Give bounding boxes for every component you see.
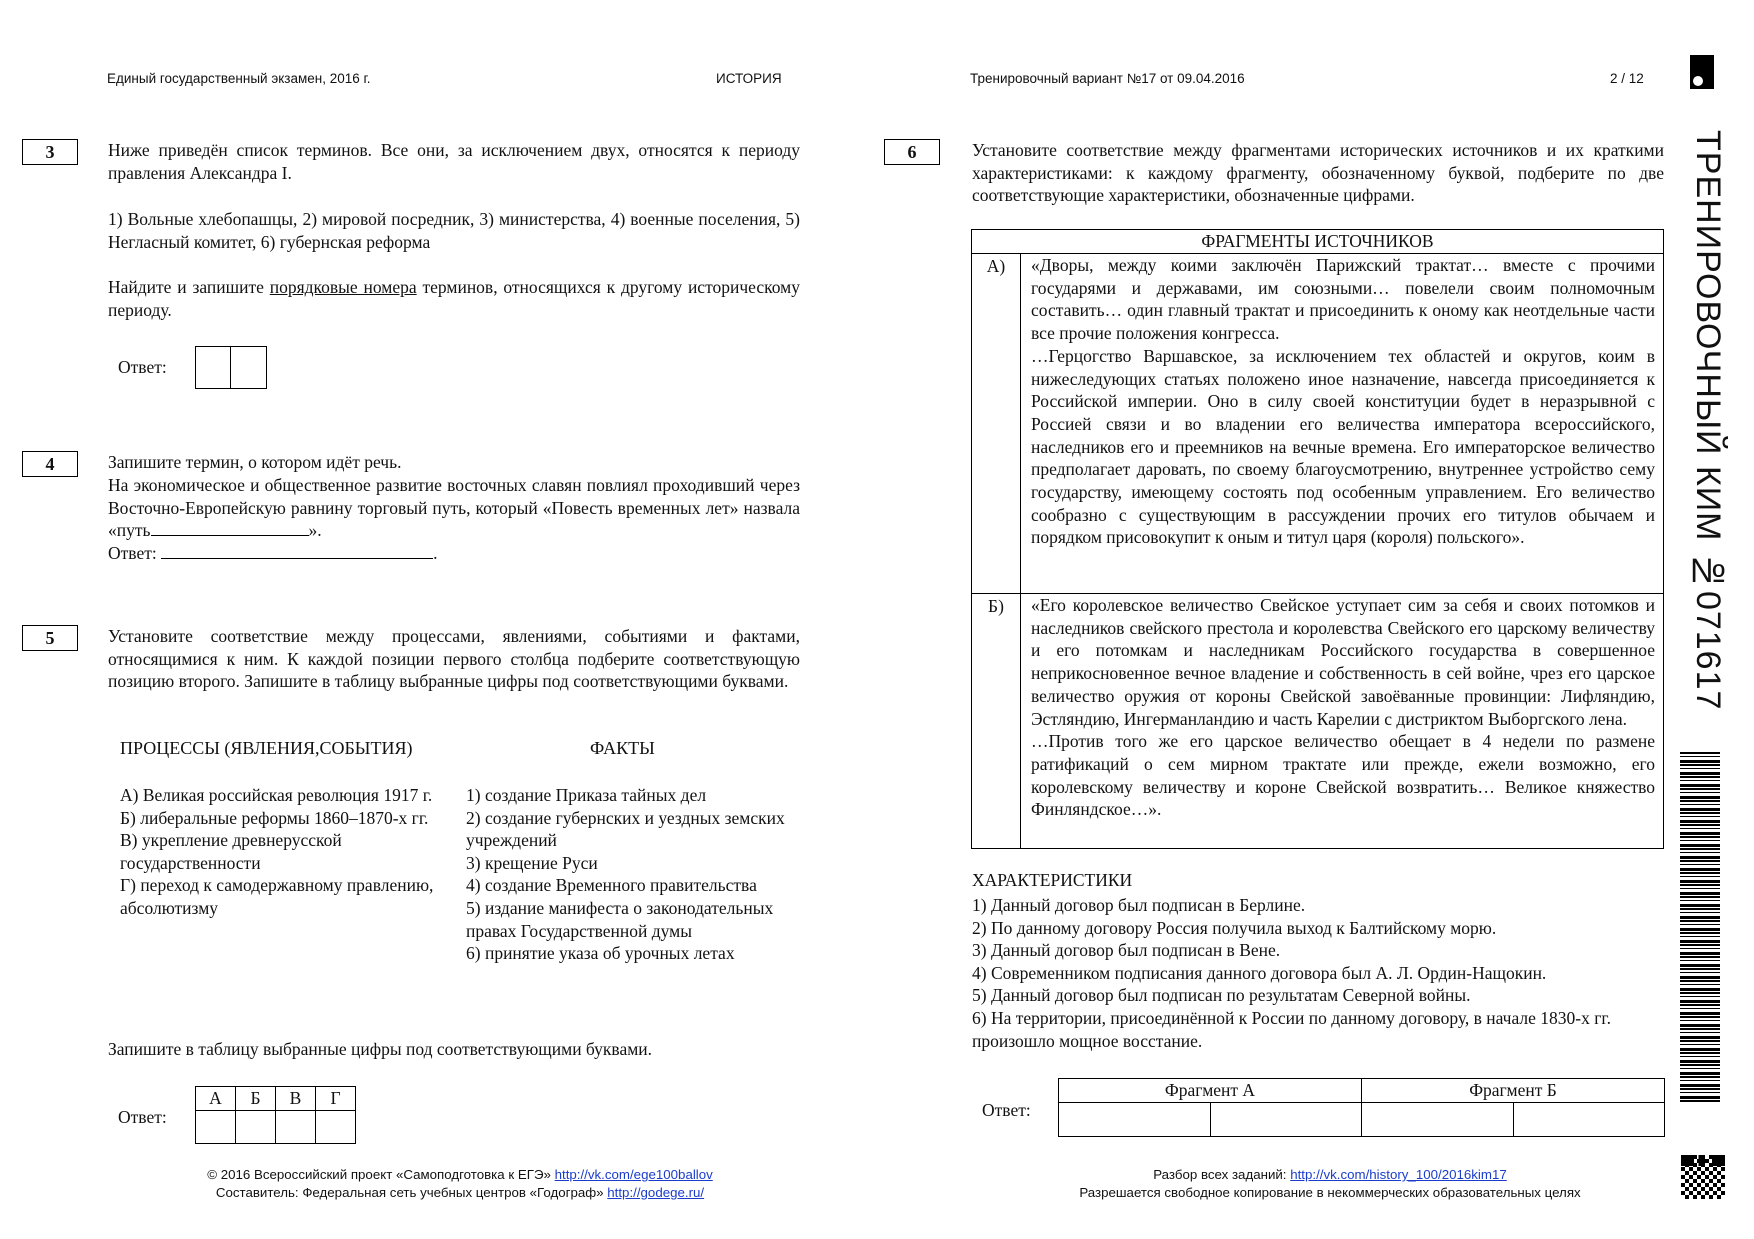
- list-item: 5) издание манифеста о законодательных правах Государственной думы: [466, 897, 774, 941]
- q5-right-heading: ФАКТЫ: [590, 738, 655, 758]
- answer-cell[interactable]: [1362, 1103, 1514, 1137]
- table-header-cell: Г: [316, 1087, 356, 1111]
- q3-answer-label: Ответ:: [118, 357, 167, 377]
- answer-cell[interactable]: [236, 1111, 276, 1144]
- fragment-a-label: А): [972, 254, 1021, 594]
- footer-link-godege[interactable]: http://godege.ru/: [607, 1185, 705, 1200]
- q5-left-heading: ПРОЦЕССЫ (ЯВЛЕНИЯ,СОБЫТИЯ): [120, 738, 413, 758]
- q4-instruction: Запишите термин, о котором идёт речь.: [108, 452, 402, 472]
- q4-text: На экономическое и общественное развитие восточных славян повлиял проходивший через Восточно-Европейскую равнину торговый путь, который «Повесть временных лет» назвала «путь ».: [108, 475, 800, 540]
- q6-answer-label: Ответ:: [982, 1100, 1031, 1120]
- list-item: 3) Данный договор был подписан в Вене.: [972, 940, 1281, 961]
- table-header-cell: В: [276, 1087, 316, 1111]
- fragment-a-text: «Дворы, между коими заключён Парижский трактат… вместе с прочими государями и державами, им союзными… повелели своим полномочным составить… один главный трактат и присоединить к оному как неотдельные части все прочие положения конгресса. …Герцогство Варшавское, за исключением тех областей и округов, коим в нижеследующих статьях положено иное назначение, навсегда присоединяется к Российской империи. Оно в силу своей конституции будет в неразрывной с Россией связи и во владении его величества императора всероссийского, наследников его и преемников на вечные времена. Его императорское величество предполагает даровать, по своему благоусмотрению, внутреннее устройство сему государству, имеющему состоять под особенным управлением. Его величество сообразно с существующим в рассуждении прочих его титулов обычаем и порядком присовокупит к оным и титул царя (короля) польского».: [1021, 254, 1664, 594]
- answer-cell[interactable]: [1513, 1103, 1665, 1137]
- sources-table-heading: ФРАГМЕНТЫ ИСТОЧНИКОВ: [972, 230, 1664, 254]
- q6-answer-table: [1058, 1078, 1665, 1137]
- header-variant: Тренировочный вариант №17 от 09.04.2016: [970, 71, 1245, 86]
- task-number-3: 3: [22, 139, 78, 165]
- list-item: 1) создание Приказа тайных дел: [466, 785, 707, 805]
- header-page-number: 2 / 12: [1610, 71, 1644, 86]
- table-header-cell: А: [196, 1087, 236, 1111]
- footer-right: Разбор всех заданий: http://vk.com/history_100/2016kim17 Разрешается свободное копирование в некоммерческих образовательных целях: [1079, 1167, 1581, 1200]
- task-number-4: 4: [22, 451, 78, 477]
- footer-link-analysis[interactable]: http://vk.com/history_100/2016kim17: [1290, 1167, 1507, 1182]
- side-variant-label: ТРЕНИРОВОЧНЫЙ КИМ №071617: [1689, 130, 1727, 711]
- answer-cell[interactable]: [1210, 1103, 1362, 1137]
- list-item: В) укрепление древнерусской государственности: [120, 830, 342, 873]
- list-item: Б) либеральные реформы 1860–1870-х гг.: [120, 807, 429, 828]
- list-item: 6) На территории, присоединённой к России по данному договору, в начале 1830-х гг. произошло мощное восстание.: [972, 1007, 1611, 1051]
- list-item: 2) создание губернских и уездных земских учреждений: [466, 807, 785, 851]
- list-item: 4) Современником подписания данного договора был А. Л. Ордин-Нащокин.: [972, 962, 1547, 983]
- q5-task: Запишите в таблицу выбранные цифры под соответствующими буквами.: [108, 1039, 653, 1059]
- q5-left-list: [120, 784, 438, 920]
- q6-intro: Установите соответствие между фрагментами исторических источников и их краткими характеристиками: к каждому фрагменту, обозначенному буквой, подберите по две соответствующие характеристики, обозначенные цифрами.: [972, 140, 1664, 205]
- task-number-5: 5: [22, 625, 78, 651]
- characteristics-list: [972, 894, 1662, 1052]
- header-exam-title: Единый государственный экзамен, 2016 г.: [107, 71, 371, 86]
- q3-task: Найдите и запишите порядковые номера терминов, относящихся к другому историческому периоду.: [108, 277, 800, 320]
- list-item: 3) крещение Руси: [466, 852, 598, 873]
- list-item: 4) создание Временного правительства: [466, 875, 757, 896]
- q3-intro: Ниже приведён список терминов. Все они, за исключением двух, относятся к периоду правления Александра I.: [108, 140, 800, 183]
- footer-link-vk-project[interactable]: http://vk.com/ege100ballov: [554, 1167, 713, 1182]
- table-header-cell: Фрагмент Б: [1362, 1079, 1665, 1103]
- fragment-b-label: Б): [972, 594, 1021, 849]
- header-subject: ИСТОРИЯ: [716, 71, 782, 86]
- answer-cell[interactable]: [316, 1111, 356, 1144]
- list-item: 6) принятие указа об урочных летах: [466, 943, 735, 964]
- q3-terms: 1) Вольные хлебопашцы, 2) мировой посредник, 3) министерства, 4) военные поселения, 5) Негласный комитет, 6) губернская реформа: [108, 209, 800, 252]
- fragment-b-text: «Его королевское величество Свейское уступает сим за себя и своих потомков и наследников свейского престола и королевства Свейского его царскому величеству и его потомкам и наследникам Российского государства в совершенное неприкосновенное вечное владение и собственность в сей войне, чрез его царское величество оружия от короны Свейской завоёванные провинции: Лифляндию, Эстляндию, Ингерманландию и часть Карелии с дистриктом Выборгского лена. …Против того же его царское величество обещает в 4 недели по размене ратификаций о сем мирном трактате или прежде, ежели возможно, его королевскому величеству и короне Свейской возвратить… Великое княжество Финляндское…».: [1021, 594, 1664, 849]
- table-header-cell: Фрагмент А: [1059, 1079, 1362, 1103]
- list-item: Г) переход к самодержавному правлению, абсолютизму: [120, 875, 434, 918]
- q3-answer-box[interactable]: [195, 346, 267, 389]
- q4-answer[interactable]: Ответ: .: [108, 543, 438, 563]
- table-header-cell: Б: [236, 1087, 276, 1111]
- q5-right-list: [466, 784, 802, 965]
- list-item: А) Великая российская революция 1917 г.: [120, 785, 433, 805]
- list-item: 1) Данный договор был подписан в Берлине.: [972, 895, 1306, 915]
- answer-cell[interactable]: [276, 1111, 316, 1144]
- task-number-6: 6: [884, 139, 940, 165]
- characteristics-heading: ХАРАКТЕРИСТИКИ: [972, 870, 1133, 890]
- list-item: 2) По данному договору Россия получила выход к Балтийскому морю.: [972, 917, 1497, 938]
- list-item: 5) Данный договор был подписан по результатам Северной войны.: [972, 985, 1471, 1006]
- q5-answer-label: Ответ:: [118, 1107, 167, 1127]
- corner-marker-icon: [1690, 55, 1714, 89]
- q5-answer-table: [195, 1086, 356, 1144]
- barcode-icon: [1680, 752, 1720, 1102]
- q5-intro: Установите соответствие между процессами, явлениями, событиями и фактами, относящимися к ним. К каждой позиции первого столбца подберите соответствующую позицию второго. Запишите в таблицу выбранные цифры под соответствующими буквами.: [108, 626, 800, 691]
- answer-cell[interactable]: [196, 1111, 236, 1144]
- q6-sources-table: [971, 229, 1664, 849]
- answer-cell[interactable]: [1059, 1103, 1211, 1137]
- qr-code-icon: [1681, 1155, 1725, 1199]
- footer-left: © 2016 Всероссийский проект «Самоподготовка к ЕГЭ» http://vk.com/ege100ballov Составитель: Федеральная сеть учебных центров «Годограф» http://godege.ru/: [207, 1167, 713, 1200]
